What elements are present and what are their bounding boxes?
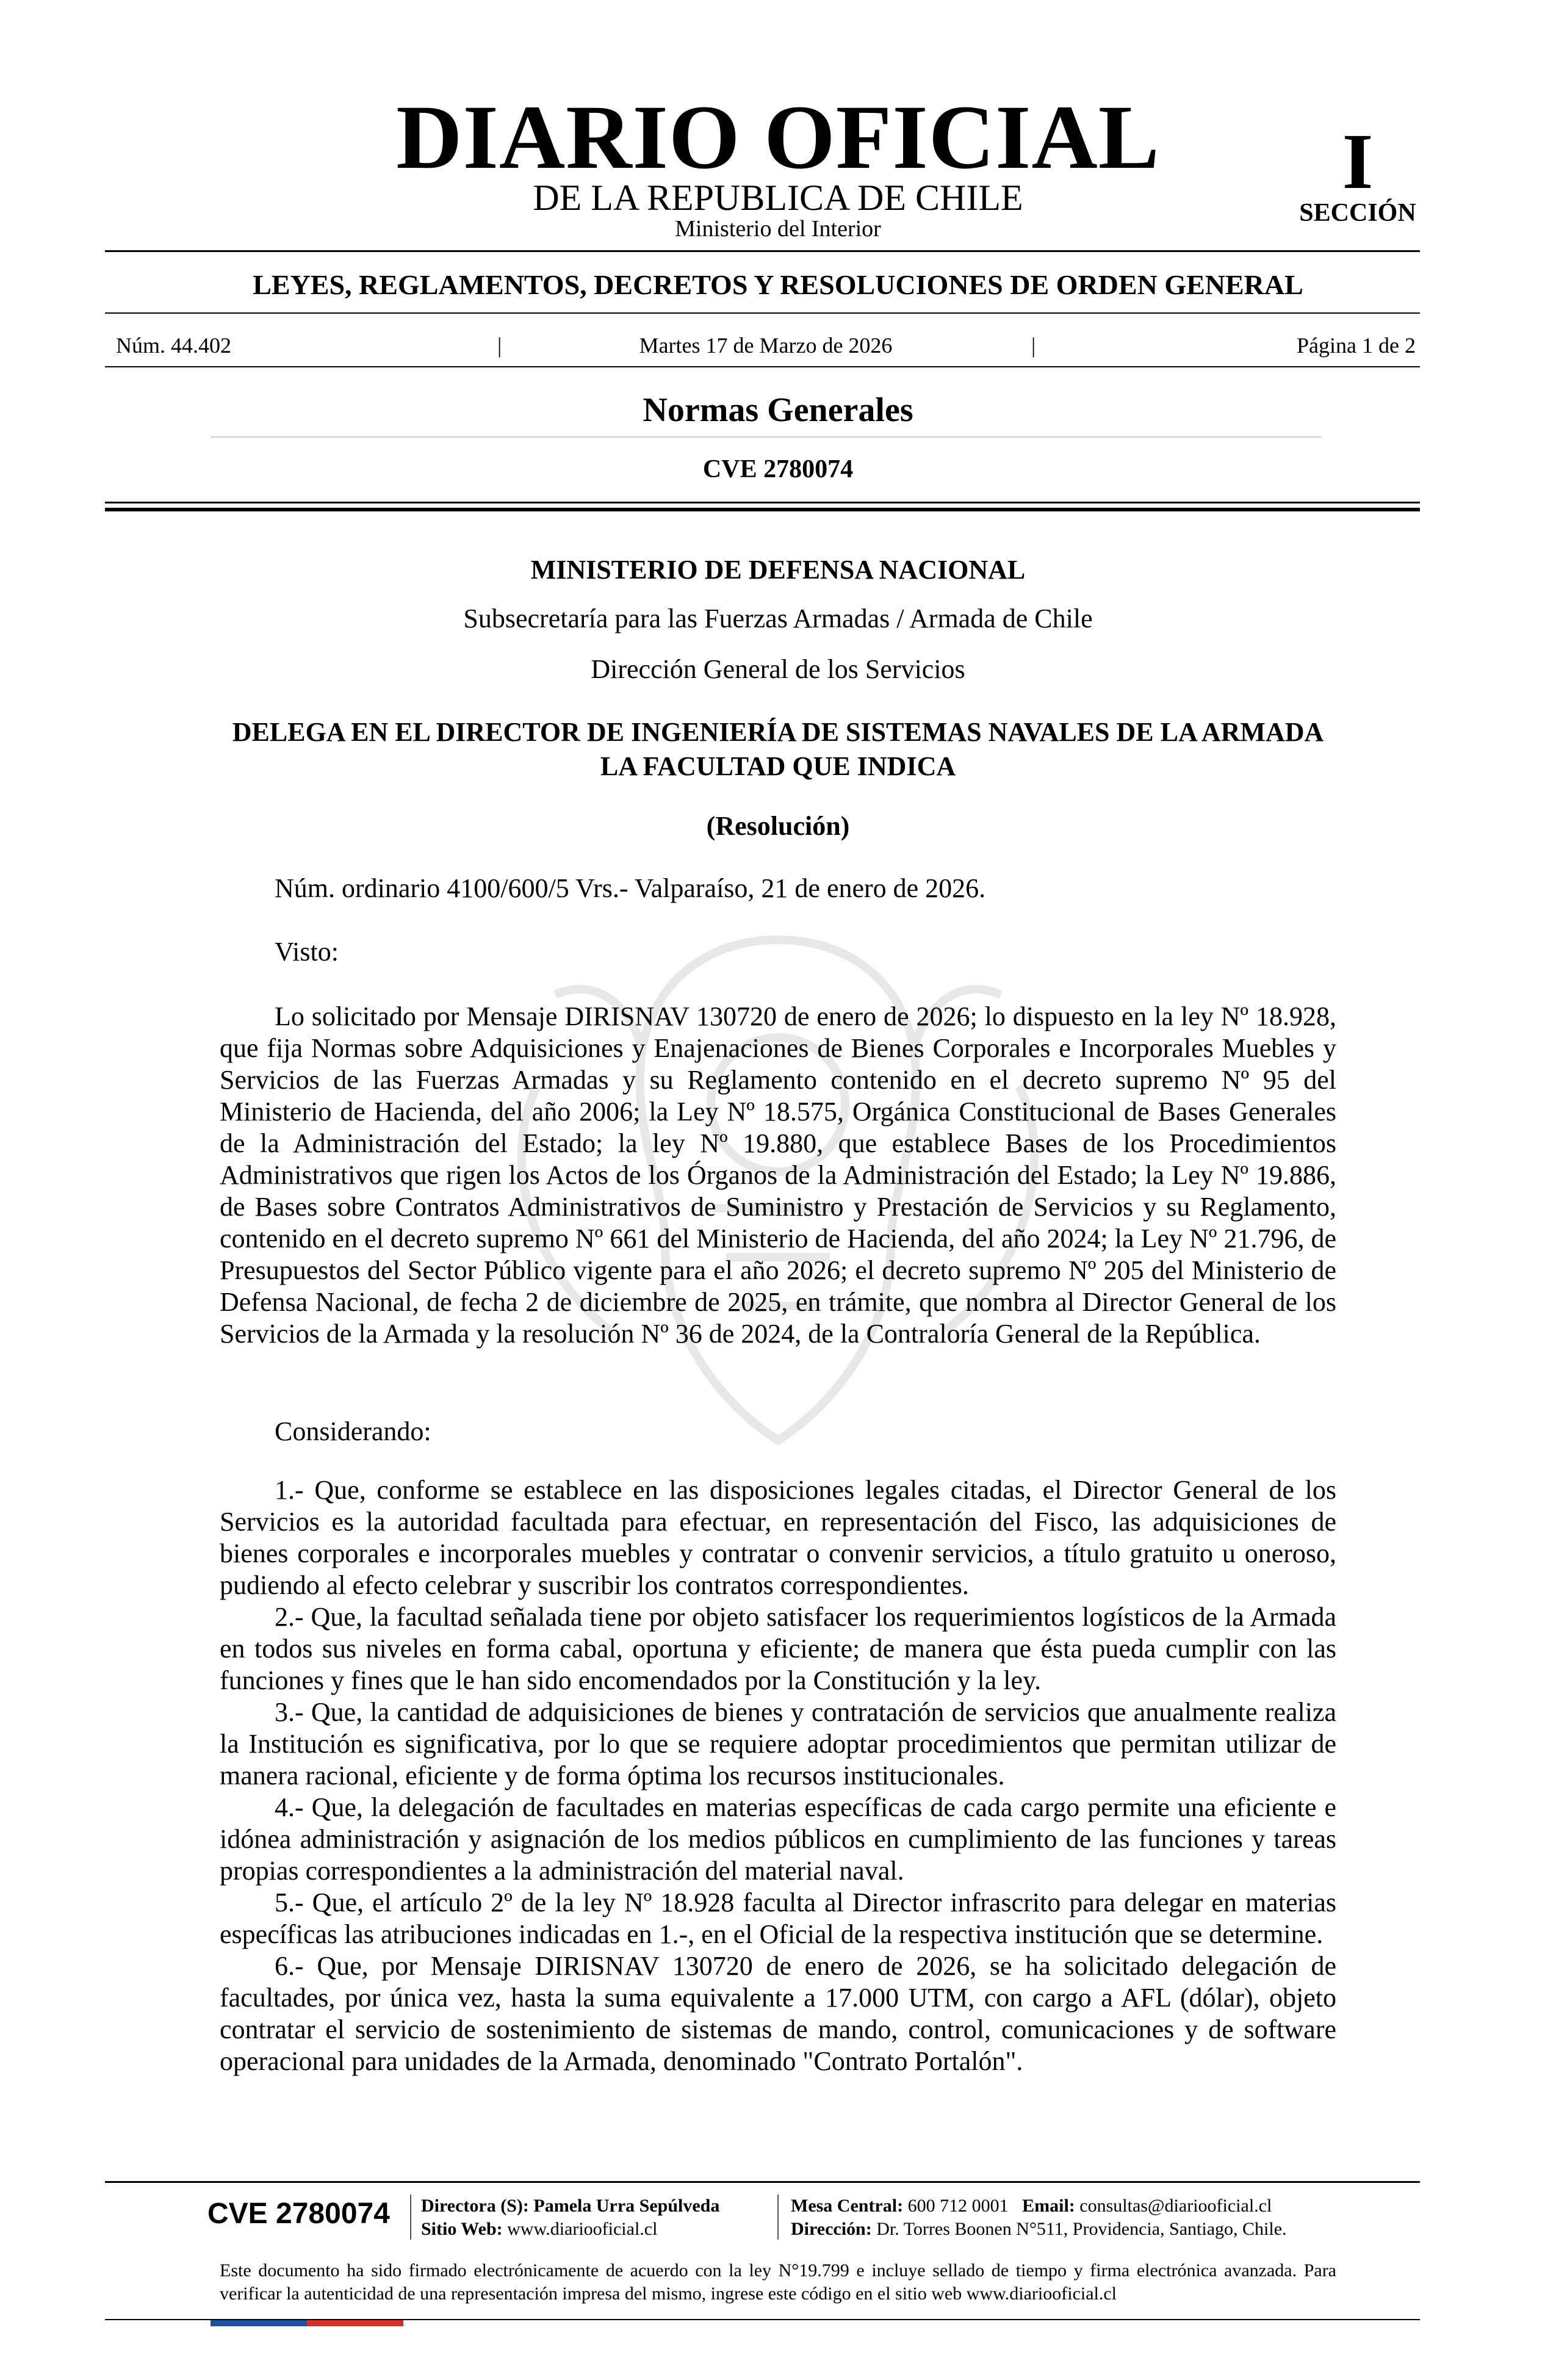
phone-label: Mesa Central: (791, 2196, 904, 2216)
issue-separator: | (497, 333, 502, 358)
masthead-subtitle: DE LA REPUBLICA DE CHILE (533, 178, 1023, 218)
considerando-item: 5.- Que, el artículo 2º de la ley Nº 18.928 faculta al Director infrascrito para delegar en materias específicas las atribuciones indicadas en 1.-, en el Oficial de la respectiva institución que se determine. (220, 1888, 1336, 1949)
issue-divider (105, 366, 1420, 367)
resolution-type: (Resolución) (706, 811, 850, 841)
section-number: I (1342, 118, 1374, 206)
address: Dr. Torres Boonen N°511, Providencia, Santiago, Chile. (876, 2219, 1287, 2239)
considerando-item: 4.- Que, la delegación de facultades en materias específicas de cada cargo permite una eficiente e idónea administración y asignación de los medios públicos en cumplimiento de las funciones y tareas propias correspondientes a la administración del material naval. (220, 1792, 1336, 1886)
issue-page: Página 1 de 2 (1297, 333, 1416, 358)
issue-separator: | (1031, 333, 1036, 358)
visto-paragraph: Lo solicitado por Mensaje DIRISNAV 130720 de enero de 2026; lo dispuesto en la ley Nº 18.928, que fija Normas sobre Adquisiciones y Enajenaciones de Bienes Corporales e Incorporales Muebles y Servicios de las Fuerzas Armadas y su Reglamento contenido en el decreto supremo Nº 95 del Ministerio de Hacienda, del año 2006; la Ley Nº 18.575, Orgánica Constitucional de Bases Generales de la Administración del Estado; la ley Nº 19.880, que establece Bases de los Procedimientos Administrativos que rigen los Actos de los Órganos de la Administración del Estado; la Ley Nº 19.886, de Bases sobre Contratos Administrativos de Suministro y Prestación de Servicios y su Reglamento, contenido en el decreto supremo Nº 661 del Ministerio de Hacienda, del año 2024; la Ley Nº 21.796, de Presupuestos del Sector Público vigente para el año 2026; el decreto supremo Nº 205 del Ministerio de Defensa Nacional, de fecha 2 de diciembre de 2025, en trámite, que nombra al Director General de los Servicios de la Armada y la resolución Nº 36 de 2024, de la Contraloría General de la República. (220, 1001, 1336, 1349)
section-label: SECCIÓN (1299, 199, 1416, 227)
header-double-rule (105, 508, 1420, 511)
resolution-number-line: Núm. ordinario 4100/600/5 Vrs.- Valparaíso, 21 de enero de 2026. (275, 873, 986, 903)
footer-contact-left (421, 2194, 719, 2241)
laws-heading: LEYES, REGLAMENTOS, DECRETOS Y RESOLUCIONES DE ORDEN GENERAL (253, 269, 1303, 300)
direccion: Dirección General de los Servicios (591, 654, 965, 684)
section-title-rule (211, 436, 1321, 438)
footer-cve-code: CVE 2780074 (207, 2198, 390, 2230)
flag-stripe-red (307, 2320, 403, 2326)
ministry-heading: MINISTERIO DE DEFENSA NACIONAL (530, 555, 1026, 585)
phone-number: 600 712 0001 (907, 2196, 1009, 2216)
section-title: Normas Generales (643, 391, 913, 429)
masthead-divider (105, 250, 1420, 252)
email-link[interactable]: consultas@diariooficial.cl (1079, 2196, 1272, 2216)
masthead-title: DIARIO OFICIAL (396, 87, 1160, 188)
address-label: Dirección: (791, 2219, 872, 2239)
website-link[interactable]: www.diariooficial.cl (507, 2219, 658, 2239)
considerandos-list (220, 1474, 1336, 2077)
masthead-ministry: Ministerio del Interior (675, 216, 881, 242)
email-label: Email: (1022, 2196, 1075, 2216)
cve-code: CVE 2780074 (702, 455, 854, 483)
issue-date: Martes 17 de Marzo de 2026 (639, 333, 893, 358)
website-label: Sitio Web: (421, 2219, 503, 2239)
flag-stripe-blue (211, 2320, 307, 2326)
subsecretaria: Subsecretaría para las Fuerzas Armadas / Armada de Chile (463, 604, 1093, 633)
considerando-item: 6.- Que, por Mensaje DIRISNAV 130720 de enero de 2026, se ha solicitado delegación de facultades, por única vez, hasta la suma equivalente a 17.000 UTM, con cargo a AFL (dólar), objeto contratar el servicio de sostenimiento de sistemas de mando, control, comunicaciones y de software operacional para unidades de la Armada, denominado "Contrato Portalón". (220, 1951, 1336, 2076)
considerando-item: 2.- Que, la facultad señalada tiene por objeto satisfacer los requerimientos logísticos de la Armada en todos sus niveles en forma cabal, oportuna y eficiente; de manera que ésta pueda cumplir con las funciones y fines que le han sido encomendados por la Constitución y la ley. (220, 1602, 1336, 1695)
director-name: Pamela Urra Sepúlveda (533, 2196, 720, 2216)
footer-separator (410, 2194, 411, 2240)
footer-contact-right (791, 2194, 1287, 2241)
footer-separator (777, 2194, 779, 2240)
footer-signature-note: Este documento ha sido firmado electrónicamente de acuerdo con la ley N°19.799 e incluye sellado de tiempo y firma electrónica avanzada. Para verificar la autenticidad de una representación impresa del mismo, ingrese este código en el sitio web www.diariooficial.cl (220, 2260, 1336, 2304)
director-label: Directora (S): (421, 2196, 529, 2216)
resolution-title: DELEGA EN EL DIRECTOR DE INGENIERÍA DE SISTEMAS NAVALES DE LA ARMADA LA FACULTAD QUE INDICA (232, 717, 1324, 781)
considerando-label: Considerando: (275, 1416, 431, 1446)
considerando-item: 3.- Que, la cantidad de adquisiciones de bienes y contratación de servicios que anualmente realiza la Institución es significativa, por lo que se requiere adoptar procedimientos que permitan utilizar de manera racional, eficiente y de forma óptima los recursos institucionales. (220, 1697, 1336, 1790)
visto-label: Visto: (275, 937, 339, 967)
header-double-rule (105, 502, 1420, 503)
issue-number: Núm. 44.402 (116, 333, 231, 358)
considerando-item: 1.- Que, conforme se establece en las disposiciones legales citadas, el Director General de los Servicios es la autoridad facultada para efectuar, en representación del Fisco, las adquisiciones de bienes corporales e incorporales muebles y contratar o convenir servicios, a título gratuito u oneroso, pudiendo al efecto celebrar y suscribir los contratos correspondientes. (220, 1475, 1336, 1600)
footer-divider (105, 2181, 1420, 2183)
heading-divider (105, 312, 1420, 314)
